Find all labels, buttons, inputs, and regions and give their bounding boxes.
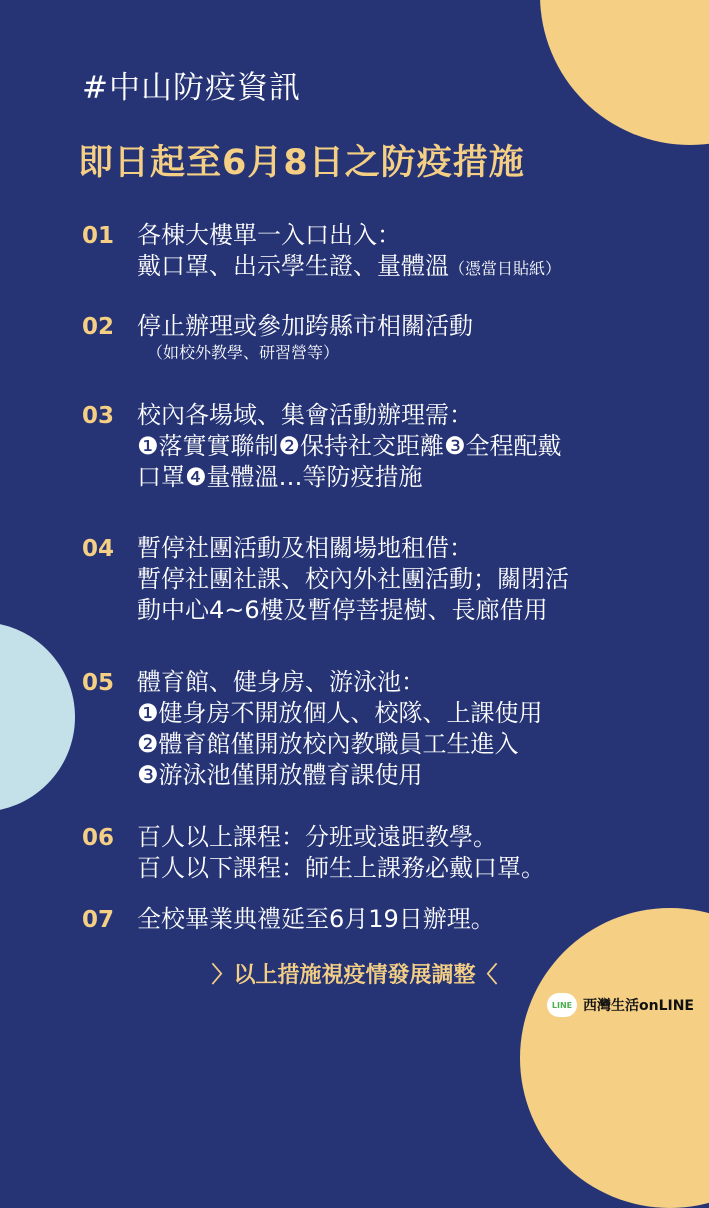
item-number: 04 (82, 536, 115, 562)
decorative-circle-left (0, 622, 75, 812)
item-line: 百人以下課程：師生上課務必戴口罩。 (137, 854, 545, 882)
item-text (137, 400, 562, 493)
item-line: ❶落實實聯制❷保持社交距離❸全程配戴 (137, 432, 562, 460)
item-line: 百人以上課程：分班或遠距教學。 (137, 823, 497, 851)
item-line-text: 戴口罩、出示學生證、量體溫 (137, 252, 449, 280)
item-number: 01 (82, 223, 115, 249)
item-line: 各棟大樓單一入口出入： (137, 221, 401, 249)
item-text (137, 667, 543, 791)
item-line: ❶健身房不開放個人、校隊、上課使用 (137, 699, 543, 727)
item-line: ❸游泳池僅開放體育課使用 (137, 761, 423, 789)
item-line: 體育館、健身房、游泳池： (137, 668, 425, 696)
item-line: 全校畢業典禮延至6月19日辦理。 (137, 905, 495, 933)
brand-name: 西灣生活onLINE (583, 998, 694, 1014)
item-text (137, 904, 495, 935)
item-note: （如校外教學、研習營等） (147, 343, 340, 362)
item-number: 03 (82, 403, 115, 429)
item-number: 06 (82, 825, 115, 851)
item-text (137, 822, 545, 884)
item-line: 口罩❹量體溫…等防疫措施 (137, 463, 423, 491)
item-number: 05 (82, 670, 115, 696)
page-title: 即日起至6月8日之防疫措施 (78, 143, 525, 183)
item-line: 暫停社團活動及相關場地租借： (137, 534, 473, 562)
item-text (137, 533, 569, 626)
item-suffix: （憑當日貼紙） (449, 259, 562, 278)
decorative-circle-bottom-right (520, 908, 709, 1208)
item-line: 校內各場域、集會活動辦理需： (137, 401, 473, 429)
item-text (137, 220, 561, 284)
line-chat-icon: LINE (547, 993, 577, 1017)
decorative-circle-top-right (540, 0, 709, 145)
item-line: 停止辦理或參加跨縣市相關活動 (137, 312, 473, 340)
item-number: 07 (82, 907, 115, 933)
item-text (137, 311, 473, 364)
item-line: ❷體育館僅開放校內教職員工生進入 (137, 730, 519, 758)
item-number: 02 (82, 314, 115, 340)
brand-badge (547, 993, 694, 1017)
item-line: 暫停社團社課、校內外社團活動；關閉活 (137, 565, 569, 593)
item-line: 動中心4~6樓及暫停菩提樹、長廊借用 (137, 596, 548, 624)
hashtag-heading: #中山防疫資訊 (82, 70, 301, 106)
footer-note: 〉以上措施視疫情發展調整〈 (211, 963, 498, 988)
item-line (137, 251, 561, 284)
